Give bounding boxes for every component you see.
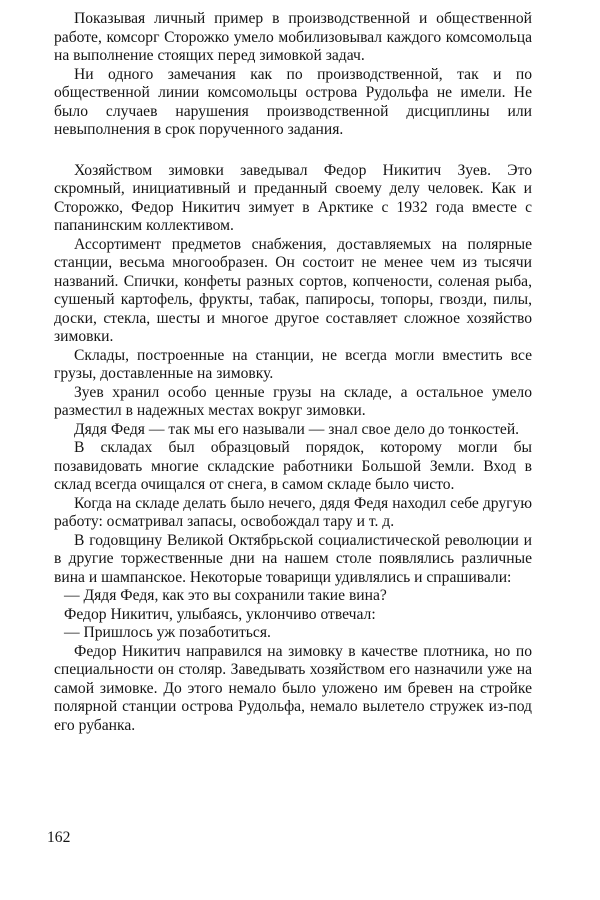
line: Федор Никитич направился на зимовку в качестве плотника, но по специальности он столяр. Заведывать хозяйством его назначили уже на самой зимовке. До этого немало было уложено им бревен на стройке полярной станции острова Рудольфа, немало вылетело стружек из-под его рубанка. (54, 642, 532, 734)
paragraph (54, 495, 532, 532)
line: Показывая личный пример в производственной и общественной работе, комсорг Сторожко умело мобилизовывал каждого комсомольца на выполнение стоящих перед зимовкой задач. (54, 10, 532, 64)
line: Склады, построенные на станции, не всегда могли вместить все грузы, доставленные на зимовку. (54, 346, 532, 382)
paragraph (54, 10, 532, 66)
line: — Дядя Федя, как это вы сохранили такие вина? (64, 587, 387, 604)
paragraph (54, 236, 532, 347)
line: Ассортимент предметов снабжения, доставляемых на полярные станции, весьма многообразен. Он состоит не менее чем из тысячи названий. Спички, конфеты разных сортов, копчености, соленая рыба, сушеный картофель, фрукты, табак, папиросы, топоры, гвозди, пилы, доски, стекла, шесты и многое другое составляет сложное хозяйство зимовки. (54, 235, 532, 345)
paragraph (54, 66, 532, 140)
line: Когда на складе делать было нечего, дядя Федя находил себе другую работу: осматривал запасы, освобождал тару и т. д. (54, 494, 532, 530)
dialogue-line (54, 606, 532, 625)
dialogue-line (54, 587, 532, 606)
line: — Пришлось уж позаботиться. (64, 624, 271, 641)
line: Зуев хранил особо ценные грузы на складе, а остальное умело разместил в надежных местах вокруг зимовки. (54, 383, 532, 419)
line: В складах был образцовый порядок, которому могли бы позавидовать многие складские работники Большой Земли. Вход в склад всегда очищался от снега, в самом складе было чисто. (54, 439, 532, 493)
line: Ни одного замечания как по производственной, так и по общественной линии комсомольцы острова Рудольфа не имели. Не было случаев нарушения производственной дисциплины или невыполнения в срок порученного задания. (54, 65, 532, 138)
paragraph (54, 162, 532, 236)
line: Дядя Федя — так мы его называли — знал свое дело до тонкостей. (74, 420, 520, 438)
paragraph (54, 439, 532, 495)
line: Хозяйством зимовки заведывал Федор Никитич Зуев. Это скромный, инициативный и преданный своему делу человек. Как и Сторожко, Федор Никитич зимует в Арктике с 1932 года вместе с папанинским коллективом. (54, 161, 532, 234)
page-body (54, 10, 532, 735)
paragraph (54, 643, 532, 736)
dialogue-line (54, 624, 532, 643)
line: В годовщину Великой Октябрьской социалистической революции и в другие торжественные дни на нашем столе появлялись различные вина и шампанское. Некоторые товарищи удивлялись и спрашивали: (54, 531, 532, 586)
paragraph (54, 532, 532, 588)
paragraph (54, 347, 532, 384)
line: Федор Никитич, улыбаясь, уклончиво отвечал: (64, 605, 376, 623)
paragraph (54, 384, 532, 421)
paragraph (54, 421, 532, 440)
page-number: 162 (47, 829, 71, 846)
